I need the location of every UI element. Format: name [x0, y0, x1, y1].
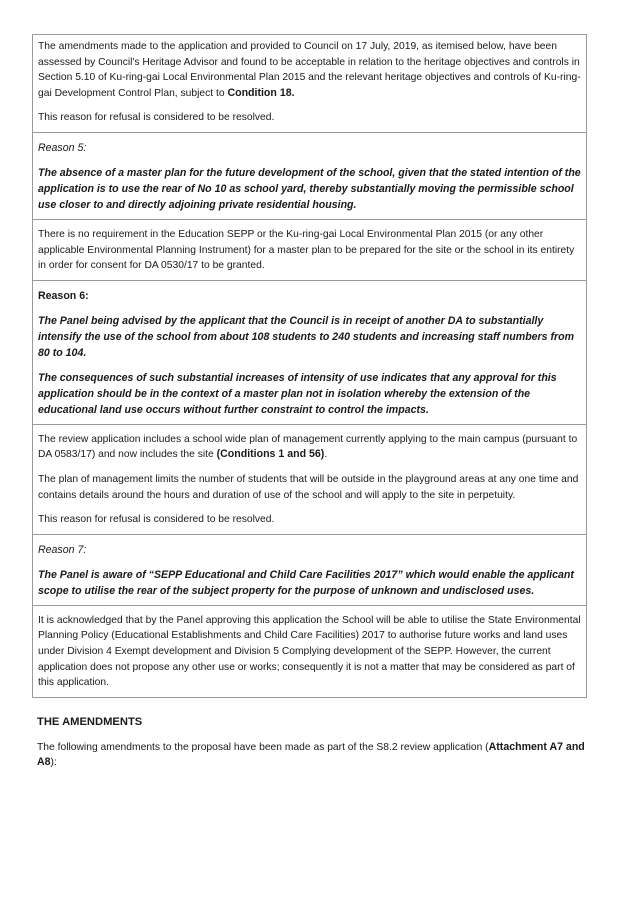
response-7-text: It is acknowledged that by the Panel approving this application the School will be able to utilise the State Environmental Planning Policy (Educational Establishments and Child Care Facilities) 2017 to authorise future works and land uses under Division 4 Exempt development and Division 5 Complying development of the SEPP. However, the current application does not propose any other use or works; consequently it is not a matter that may be considered as part of this application. — [38, 614, 581, 689]
attachment-reference: Attachment A7 and A8 — [37, 740, 585, 769]
reason-5-title: Reason 5: — [38, 141, 87, 154]
document-page — [32, 34, 587, 771]
response-7-cell — [32, 606, 587, 698]
response-6-paragraph-1: The review application includes a school wide plan of management currently applying to the main campus (pursuant to DA 0583/17) and now includes the site (Conditions 1 and 56). — [38, 433, 578, 461]
response-5-cell — [32, 220, 587, 281]
reason-6-paragraph-1: The Panel being advised by the applicant that the Council is in receipt of another DA to substantially intensify the use of the school from about 108 students to 240 students and increasing staff numbers from 80 to 104. — [38, 314, 575, 359]
reason-7-cell — [32, 535, 587, 606]
reason-5-text: The absence of a master plan for the future development of the school, given that the stated intention of the application is to use the rear of No 10 as school yard, thereby substantially moving the permissible school use closer to and directly adjoining private residential housing. — [38, 166, 581, 211]
reason-7-title: Reason 7: — [38, 543, 87, 556]
response-6-paragraph-3: This reason for refusal is considered to be resolved. — [38, 514, 275, 526]
paragraph-resolved: This reason for refusal is considered to be resolved. — [38, 112, 275, 124]
reason-5-cell — [32, 133, 587, 220]
section-heading-amendments: THE AMENDMENTS — [37, 715, 143, 728]
reason-6-paragraph-2: The consequences of such substantial increases of intensity of use indicates that any approval for this application should be in the context of a master plan not in isolation whereby the extension of the educational land use occurs without further constraint to control the impacts. — [38, 371, 557, 416]
reason-7-text: The Panel is aware of “SEPP Educational and Child Care Facilities 2017” which would enable the applicant scope to utilise the rear of the subject property for the purpose of unknown and undisclosed uses. — [38, 568, 574, 597]
response-6-cell — [32, 425, 587, 535]
paragraph-heritage-assessment: The amendments made to the application and provided to Council on 17 July, 2019, as itemised below, have been assessed by Council's Heritage Advisor and found to be acceptable in relation to the heritage objectives and controls in Section 5.10 of Ku-ring-gai Local Environmental Plan 2015 and the relevant heritage objectives and controls of Ku-ring-gai Development Control Plan, subject to Condition 18. — [38, 41, 581, 99]
reason-6-title: Reason 6: — [38, 289, 89, 302]
condition-reference: Condition 18. — [227, 86, 295, 99]
reason-6-cell — [32, 281, 587, 425]
response-6-paragraph-2: The plan of management limits the number of students that will be outside in the playground areas at any one time and contains details around the hours and duration of use of the school and will apply to the site in perpetuity. — [38, 473, 579, 501]
assessment-cell-reason4-response — [32, 34, 587, 133]
amendments-intro: The following amendments to the proposal have been made as part of the S8.2 review application (Attachment A7 and A8): — [37, 740, 585, 769]
response-5-text: There is no requirement in the Education SEPP or the Ku-ring-gai Local Environmental Plan 2015 (or any other applicable Environmental Planning Instrument) for a master plan to be prepared for the site or the school in its entirety in order for consent for DA 0530/17 to be granted. — [38, 228, 575, 272]
conditions-reference: (Conditions 1 and 56) — [216, 448, 325, 461]
